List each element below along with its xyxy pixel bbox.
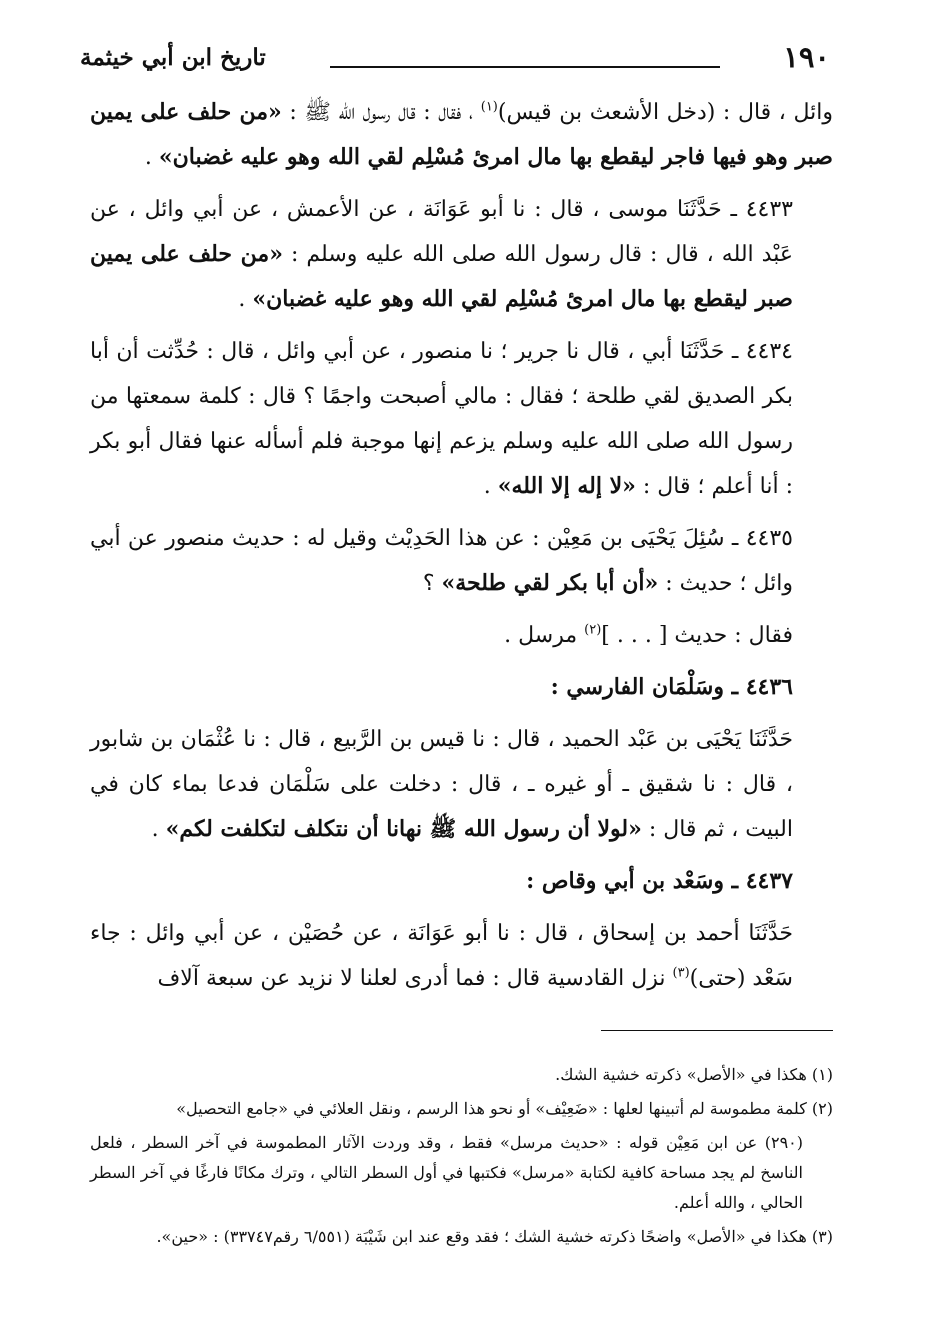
paragraph-4435-answer [90, 613, 833, 658]
paragraph-4435 [90, 516, 833, 606]
paragraph-4437 [90, 911, 833, 1001]
page-number: ١٩٠ [783, 40, 830, 74]
text-run: . [151, 817, 166, 842]
footnote-2: (٢) كلمة مطموسة لم أتبينها لعلها : «ضَعِيْف» أو نحو هذا الرسم ، ونقل العلائي في «جامع التحصيل» [176, 1099, 833, 1118]
text-run: وائل ، قال : (دخل الأشعث بن قيس) [497, 100, 834, 125]
footnote-ref-3: (٣) [672, 965, 690, 981]
footnote-1: (١) هكذا في «الأصل» ذكرته خشية الشك. [555, 1065, 833, 1084]
page-header [80, 40, 830, 80]
paragraph-4436 [90, 717, 833, 852]
hadith-quote: «لا إله إلا الله» [497, 473, 636, 499]
text-run: فقال : حديث [ . . . ] [601, 623, 793, 648]
hadith-quote: «من حلف على يمين صبر ليقطع بها مال امرئ مُسْلِم لقي الله وهو عليه غضبان» [90, 241, 793, 312]
text-run: ؟ [422, 571, 442, 596]
footnotes [90, 1060, 833, 1256]
paragraph-4434 [90, 329, 833, 509]
paragraph-1 [90, 90, 833, 180]
text-run: حَدَّثَنَا أحمد بن إسحاق ، قال : نا أبو عَوَانَة ، عن حُصَيْن ، عن أبي وائل : جاء سَعْد (حتى) [90, 921, 793, 991]
text-run: . [483, 474, 498, 499]
paragraph-4433 [90, 187, 833, 322]
text-run: . [144, 145, 159, 170]
text-run: نزل القادسية قال : فما أدرى لعلنا لا نزيد عن سبعة آلاف [157, 966, 673, 991]
text-run: ، فقال : قال رسول الله ﷺ : [281, 100, 481, 125]
hadith-quote: «أن أبا بكر لقي طلحة» [441, 570, 659, 596]
section-heading-4436: ٤٤٣٦ ـ وسَلْمَان الفارسي : [550, 674, 793, 700]
text-run: حَدَّثَنَا يَحْيَى بن عَبْد الحميد ، قال : نا قيس بن الرَّبيع ، قال : نا عُثْمَان بن شابور ، قال : نا شقيق ـ أو غيره ـ ، قال : دخلت على سَلْمَان فدعا بماء كان في البيت ، ثم قال : [90, 727, 793, 842]
main-text [90, 90, 833, 1008]
footnote-3: (٣) هكذا في «الأصل» واضحًا ذكرته خشية الشك ؛ فقد وقع عند ابن شَيْبَة (٦/٥٥١ رقم٣٣٧٤٧) : «حين». [156, 1227, 833, 1246]
text-run: . [238, 287, 253, 312]
footnote-ref-1: (١) [480, 99, 498, 115]
header-rule [330, 66, 720, 68]
text-run: ٤٤٣٤ ـ حَدَّثَنَا أبي ، قال نا جرير ؛ نا منصور ، عن أبي وائل ، قال : حُدِّثت أن أبا بكر الصديق لقي طلحة ؛ فقال : مالي أصبحت واجمًا ؟ قال : كلمة سمعتها من رسول الله صلى الله عليه وسلم يزعم إنها موجبة فلم أسأله عنها فقال أبو بكر : أنا أعلم ؛ قال : [90, 339, 793, 499]
section-heading-4437: ٤٤٣٧ ـ وسَعْد بن أبي وقاص : [526, 868, 793, 894]
footnote-separator [601, 1030, 833, 1031]
footnote-ref-2: (٢) [584, 622, 602, 638]
text-run: مرسل . [504, 623, 585, 648]
text-run: ٤٤٣٥ ـ سُئِلَ يَحْيَى بن مَعِيْن : عن هذا الحَدِيْث وقيل له : حديث منصور عن أبي وائل ؛ حديث : [90, 526, 793, 596]
text-run: ٤٤٣٣ ـ حَدَّثَنَا موسى ، قال : نا أبو عَوَانَة ، عن الأعمش ، عن أبي وائل ، عن عَبْد الله ، قال : قال رسول الله صلى الله عليه وسلم : [90, 197, 793, 267]
hadith-quote: «لولا أن رسول الله ﷺ نهانا أن نتكلف لتكلفت لكم» [165, 816, 642, 842]
running-title: تاريخ ابن أبي خيثمة [80, 44, 266, 71]
footnote-2-continued: (٢٩٠) عن ابن مَعِيْن قوله : «حديث مرسل» فقط ، وقد وردت الآثار المطموسة في آخر السطر ، فلعل الناسخ لم يجد مساحة كافية لكتابة «مرسل» فكتبها في أول السطر التالي ، وترك مكانًا فارغًا في آخر السطر الحالي ، والله أعلم. [90, 1133, 803, 1212]
hadith-quote: «من حلف على يمين صبر وهو فيها فاجر ليقطع بها مال امرئ مُسْلِم لقي الله وهو عليه غضبان» [90, 99, 833, 170]
